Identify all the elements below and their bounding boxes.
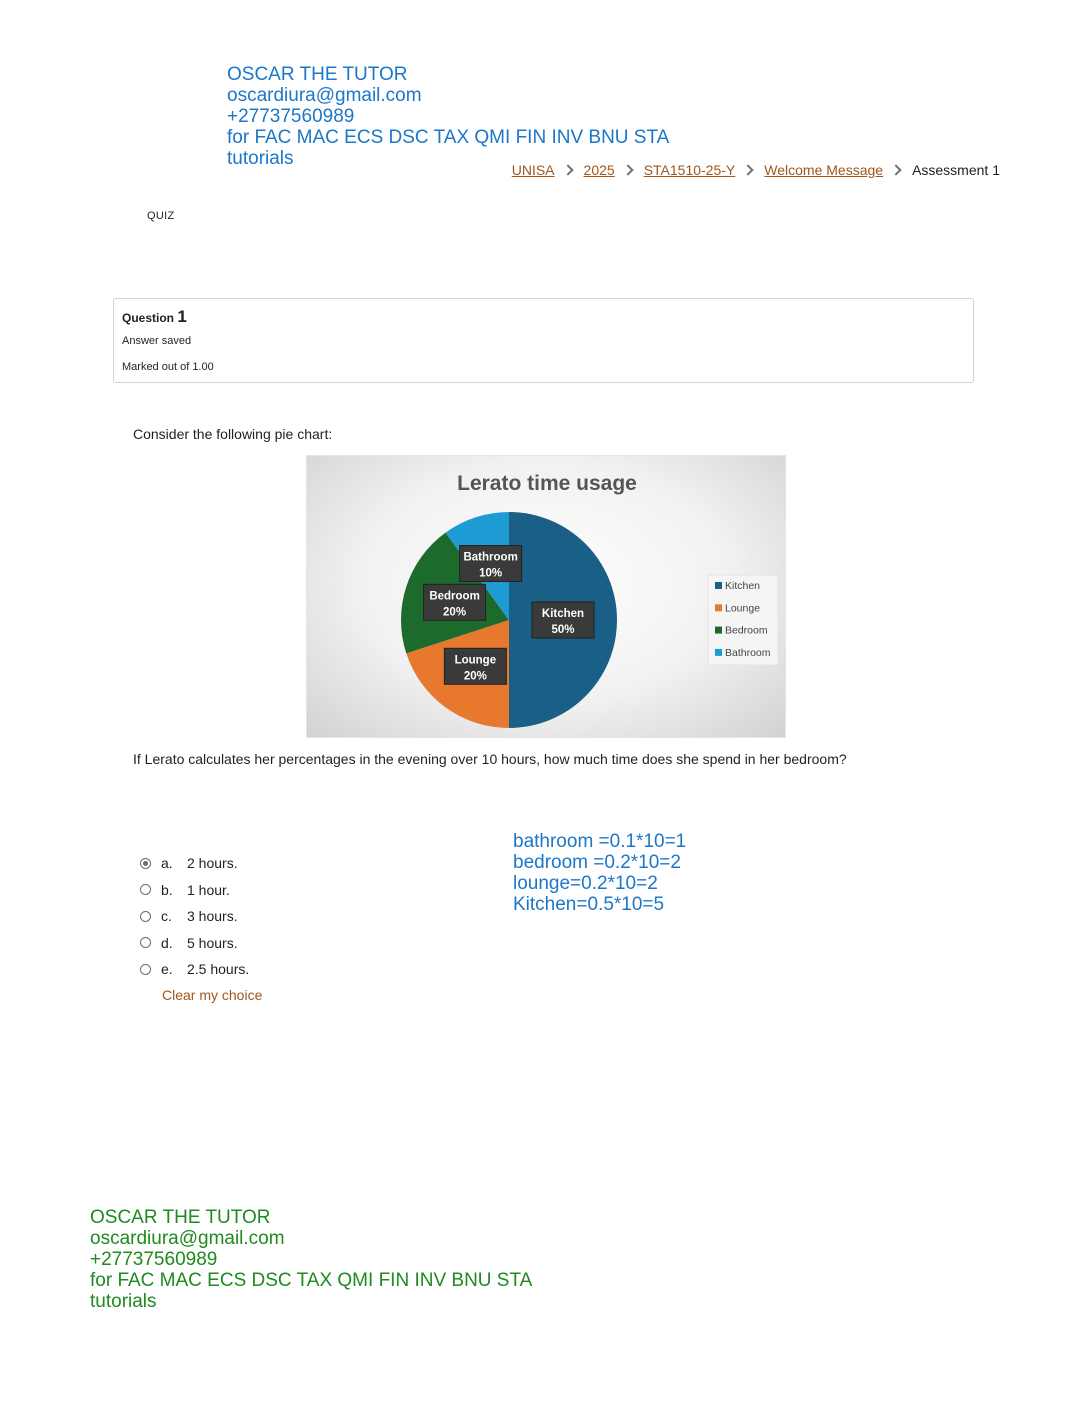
option-c[interactable] (140, 903, 249, 930)
working-line: lounge=0.2*10=2 (513, 873, 658, 894)
chevron-right-icon (562, 164, 573, 175)
breadcrumb-link-year[interactable]: 2025 (583, 162, 615, 178)
legend-label-bedroom: Bedroom (725, 624, 768, 637)
question-intro: Consider the following pie chart: (133, 426, 333, 442)
radio-option-c[interactable] (140, 911, 151, 922)
data-label-name: Bedroom (429, 590, 480, 603)
data-label-name: Lounge (454, 654, 497, 667)
working-line: bathroom =0.1*10=1 (513, 831, 687, 852)
breadcrumb-link-course[interactable]: STA1510-25-Y (643, 162, 736, 178)
watermark-line: for FAC MAC ECS DSC TAX QMI FIN INV BNU STA (227, 127, 670, 148)
pie-chart (306, 455, 786, 738)
data-label-value: 50% (551, 624, 575, 636)
watermark-line: +27737560989 (227, 106, 355, 127)
watermark-line: OSCAR THE TUTOR (90, 1207, 271, 1228)
chart-legend (708, 575, 778, 665)
option-label: 2.5 hours. (187, 961, 250, 978)
option-letter: e. (161, 961, 173, 978)
chevron-right-icon (622, 164, 633, 175)
data-label-value: 20% (443, 606, 467, 619)
option-label: 2 hours. (187, 855, 238, 872)
legend-swatch-lounge (715, 604, 722, 611)
watermark-line: OSCAR THE TUTOR (227, 64, 408, 85)
legend-label-lounge: Lounge (725, 602, 761, 615)
radio-option-b[interactable] (140, 884, 151, 895)
radio-option-a[interactable] (140, 858, 151, 869)
section-label: QUIZ (147, 210, 175, 222)
legend-label-bathroom: Bathroom (725, 646, 771, 659)
data-label-name: Bathroom (463, 551, 518, 564)
legend-label-kitchen: Kitchen (725, 580, 761, 592)
question-title (122, 307, 187, 327)
watermark-bottom (90, 1207, 532, 1312)
chevron-right-icon (743, 164, 754, 175)
option-letter: b. (161, 881, 173, 898)
radio-option-d[interactable] (140, 937, 151, 948)
watermark-line: oscardiura@gmail.com (227, 85, 422, 106)
option-label: 1 hour. (187, 881, 230, 898)
data-label-name: Kitchen (541, 608, 585, 620)
legend-swatch-bathroom (715, 649, 722, 656)
watermark-line: +27737560989 (90, 1249, 218, 1270)
question-info-box (113, 298, 974, 383)
watermark-line: tutorials (90, 1291, 157, 1312)
question-text: If Lerato calculates her percentages in the evening over 10 hours, how much time does she spend in her bedroom? (133, 751, 847, 767)
data-label-value: 10% (479, 567, 503, 580)
data-label-value: 20% (463, 670, 487, 683)
legend-swatch-kitchen (715, 582, 722, 589)
breadcrumb-current: Assessment 1 (912, 162, 1000, 178)
watermark-line: tutorials (227, 148, 294, 169)
pie-chart-svg (307, 456, 787, 739)
breadcrumb-link-unisa[interactable]: UNISA (511, 162, 555, 178)
breadcrumb (512, 162, 1000, 178)
option-letter: d. (161, 934, 173, 951)
option-letter: a. (161, 855, 173, 872)
question-label: Question (122, 311, 175, 325)
option-e[interactable] (140, 956, 249, 983)
question-grade: Marked out of 1.00 (122, 361, 214, 373)
watermark-line: oscardiura@gmail.com (90, 1228, 285, 1249)
chevron-right-icon (890, 164, 901, 175)
legend-swatch-bedroom (715, 627, 722, 634)
option-label: 3 hours. (187, 908, 238, 925)
option-a[interactable] (140, 850, 249, 877)
watermark-line: for FAC MAC ECS DSC TAX QMI FIN INV BNU STA (90, 1270, 533, 1291)
data-label-bedroom (424, 584, 486, 620)
data-label-kitchen (532, 602, 594, 638)
data-label-bathroom (460, 546, 522, 582)
option-b[interactable] (140, 877, 249, 904)
data-label-lounge (444, 648, 506, 684)
working-notes (513, 831, 686, 915)
working-line: Kitchen=0.5*10=5 (513, 894, 665, 915)
watermark-top (227, 64, 669, 169)
option-letter: c. (161, 908, 172, 925)
option-label: 5 hours. (187, 934, 238, 951)
answer-options (140, 850, 249, 983)
option-d[interactable] (140, 930, 249, 957)
question-number: 1 (177, 307, 187, 326)
radio-option-e[interactable] (140, 964, 151, 975)
chart-title: Lerato time usage (457, 472, 637, 495)
breadcrumb-link-welcome[interactable]: Welcome Message (764, 162, 884, 178)
clear-choice-link[interactable]: Clear my choice (162, 987, 263, 1003)
question-state: Answer saved (122, 335, 192, 347)
working-line: bedroom =0.2*10=2 (513, 852, 681, 873)
